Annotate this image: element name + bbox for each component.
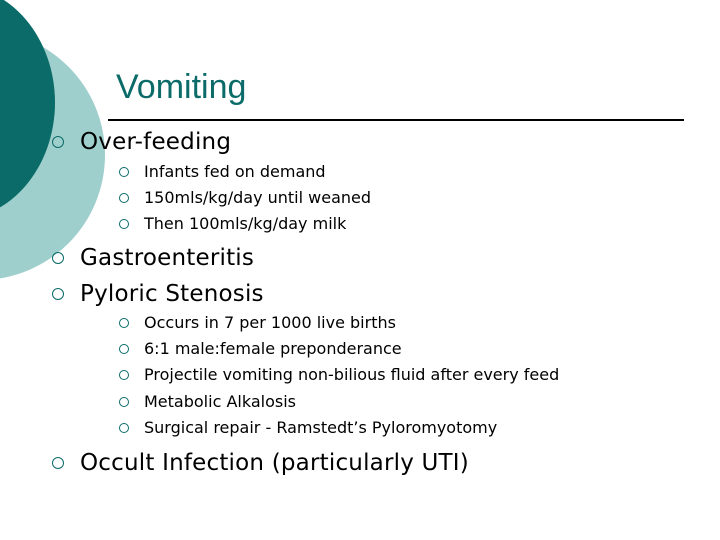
sub-bullet [119, 418, 497, 437]
slide-title: Vomiting [116, 68, 247, 106]
bullet-pyloric-stenosis [52, 281, 264, 307]
sub-bullet-text: 6:1 male:female preponderance [144, 339, 402, 358]
circle-bullet-icon [52, 136, 64, 148]
sub-bullet [119, 392, 296, 411]
circle-bullet-icon [119, 318, 129, 328]
sub-bullet [119, 313, 396, 332]
bullet-over-feeding [52, 129, 231, 155]
bullet-text: Gastroenteritis [80, 245, 255, 271]
sub-bullet-text: Surgical repair - Ramstedt’s Pyloromyotomy [144, 418, 498, 437]
sub-bullet-text: 150mls/kg/day until weaned [144, 188, 372, 207]
bullet-gastroenteritis [52, 245, 254, 271]
circle-bullet-icon [119, 344, 129, 354]
circle-bullet-icon [52, 252, 64, 264]
sub-bullet [119, 188, 371, 207]
bullet-text: Occult Infection (particularly UTI) [80, 450, 469, 476]
title-divider [108, 119, 684, 121]
sub-bullet-text: Then 100mls/kg/day milk [144, 214, 347, 233]
sub-bullet [119, 162, 326, 181]
circle-bullet-icon [119, 193, 129, 203]
bullet-text: Pyloric Stenosis [80, 281, 264, 307]
bullet-occult-infection [52, 450, 469, 476]
sub-bullet [119, 339, 402, 358]
sub-bullet-text: Occurs in 7 per 1000 live births [144, 313, 396, 332]
circle-bullet-icon [119, 370, 129, 380]
sub-bullet-text: Infants fed on demand [144, 162, 326, 181]
circle-bullet-icon [119, 167, 129, 177]
sub-bullet [119, 214, 346, 233]
circle-bullet-icon [52, 457, 64, 469]
circle-bullet-icon [119, 219, 129, 229]
sub-bullet [119, 365, 559, 384]
sub-bullet-text: Projectile vomiting non-bilious fluid after every feed [144, 365, 560, 384]
circle-bullet-icon [119, 397, 129, 407]
sub-bullet-text: Metabolic Alkalosis [144, 392, 296, 411]
circle-bullet-icon [119, 423, 129, 433]
bullet-text: Over-feeding [80, 129, 232, 155]
circle-bullet-icon [52, 288, 64, 300]
